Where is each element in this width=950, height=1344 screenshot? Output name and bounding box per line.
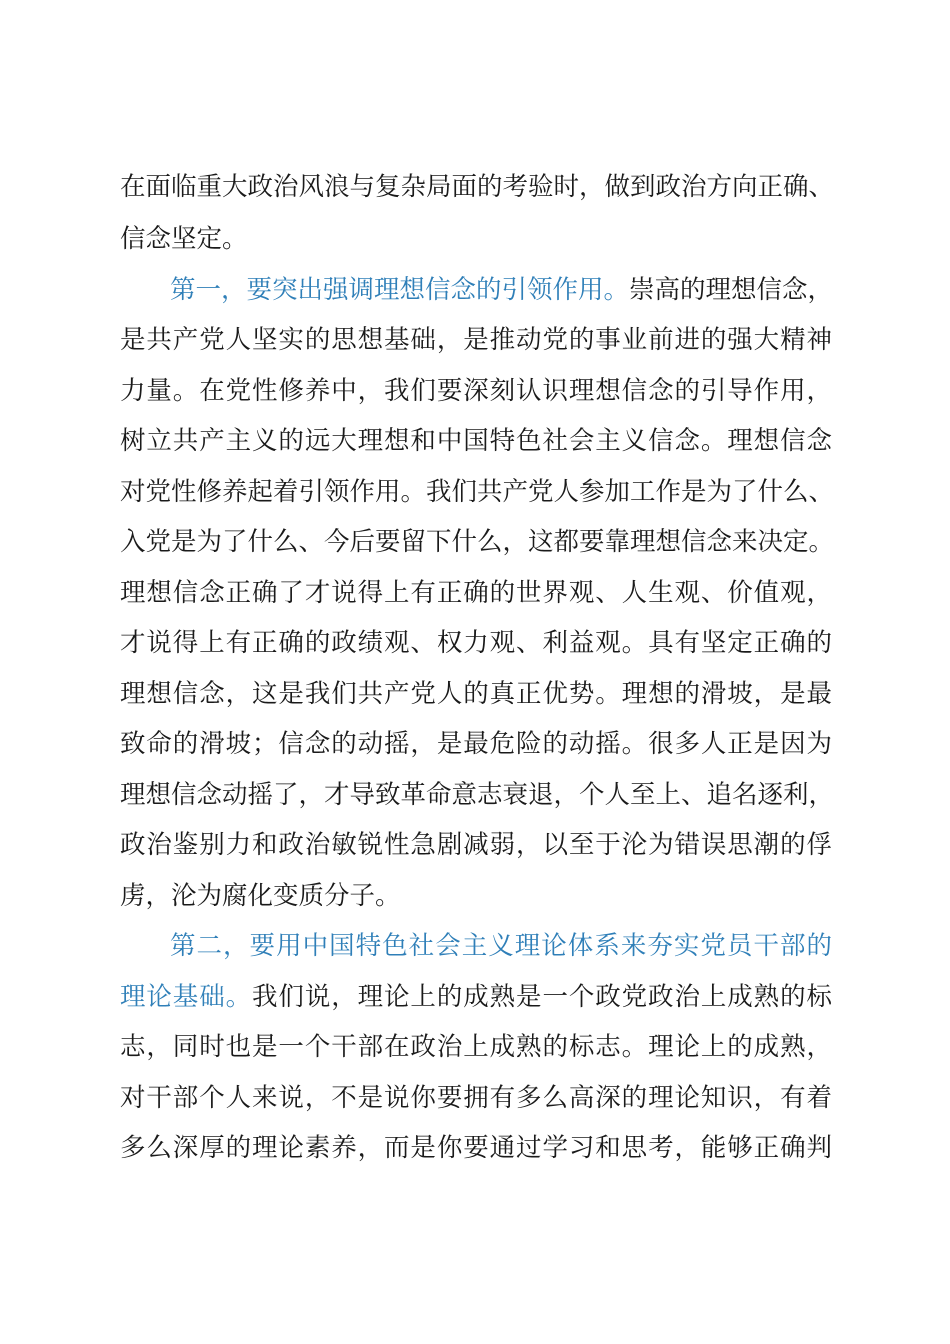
text-line: 理论基础。我们说，理论上的成熟是一个政党政治上成熟的标 [120, 982, 832, 1012]
text-line: 政治鉴别力和政治敏锐性急剧减弱，以至于沦为错误思潮的俘 [120, 830, 832, 860]
section-heading-2-cont: 理论基础。 [120, 982, 253, 1012]
text-line: 信念坚定。 [120, 224, 248, 254]
text-line: 对干部个人来说，不是说你要拥有多么高深的理论知识，有着 [120, 1083, 832, 1113]
text-line: 入党是为了什么、今后要留下什么，这都要靠理想信念来决定。 [120, 527, 835, 557]
text-line: 致命的滑坡；信念的动摇，是最危险的动摇。很多人正是因为 [120, 729, 832, 759]
text-line: 树立共产主义的远大理想和中国特色社会主义信念。理想信念 [120, 426, 832, 456]
paragraph-heading-line: 第一，要突出强调理想信念的引领作用。崇高的理想信念， [170, 275, 834, 305]
text-line: 理想信念正确了才说得上有正确的世界观、人生观、价值观， [120, 578, 832, 608]
text-line: 才说得上有正确的政绩观、权力观、利益观。具有坚定正确的 [120, 628, 832, 658]
text-line: 是共产党人坚实的思想基础，是推动党的事业前进的强大精神 [120, 325, 832, 355]
text-line: 对党性修养起着引领作用。我们共产党人参加工作是为了什么、 [120, 477, 835, 507]
text-line: 虏，沦为腐化变质分子。 [120, 881, 401, 911]
text-line: 力量。在党性修养中，我们要深刻认识理想信念的引导作用， [120, 376, 832, 406]
text-line: 在面临重大政治风浪与复杂局面的考验时，做到政治方向正确、 [120, 172, 835, 202]
text-line: 理想信念动摇了，才导致革命意志衰退，个人至上、追名逐利， [120, 780, 835, 810]
text-line: 志，同时也是一个干部在政治上成熟的标志。理论上的成熟， [120, 1032, 832, 1062]
paragraph-heading-line [170, 929, 832, 963]
text-line: 理想信念，这是我们共产党人的真正优势。理想的滑坡，是最 [120, 679, 832, 709]
section-heading-1: 第一，要突出强调理想信念的引领作用。 [170, 275, 630, 305]
section-heading-2: 第二，要用中国特色社会主义理论体系来夯实党员干部的 [170, 931, 832, 961]
text-line: 多么深厚的理论素养，而是你要通过学习和思考，能够正确判 [120, 1133, 832, 1163]
